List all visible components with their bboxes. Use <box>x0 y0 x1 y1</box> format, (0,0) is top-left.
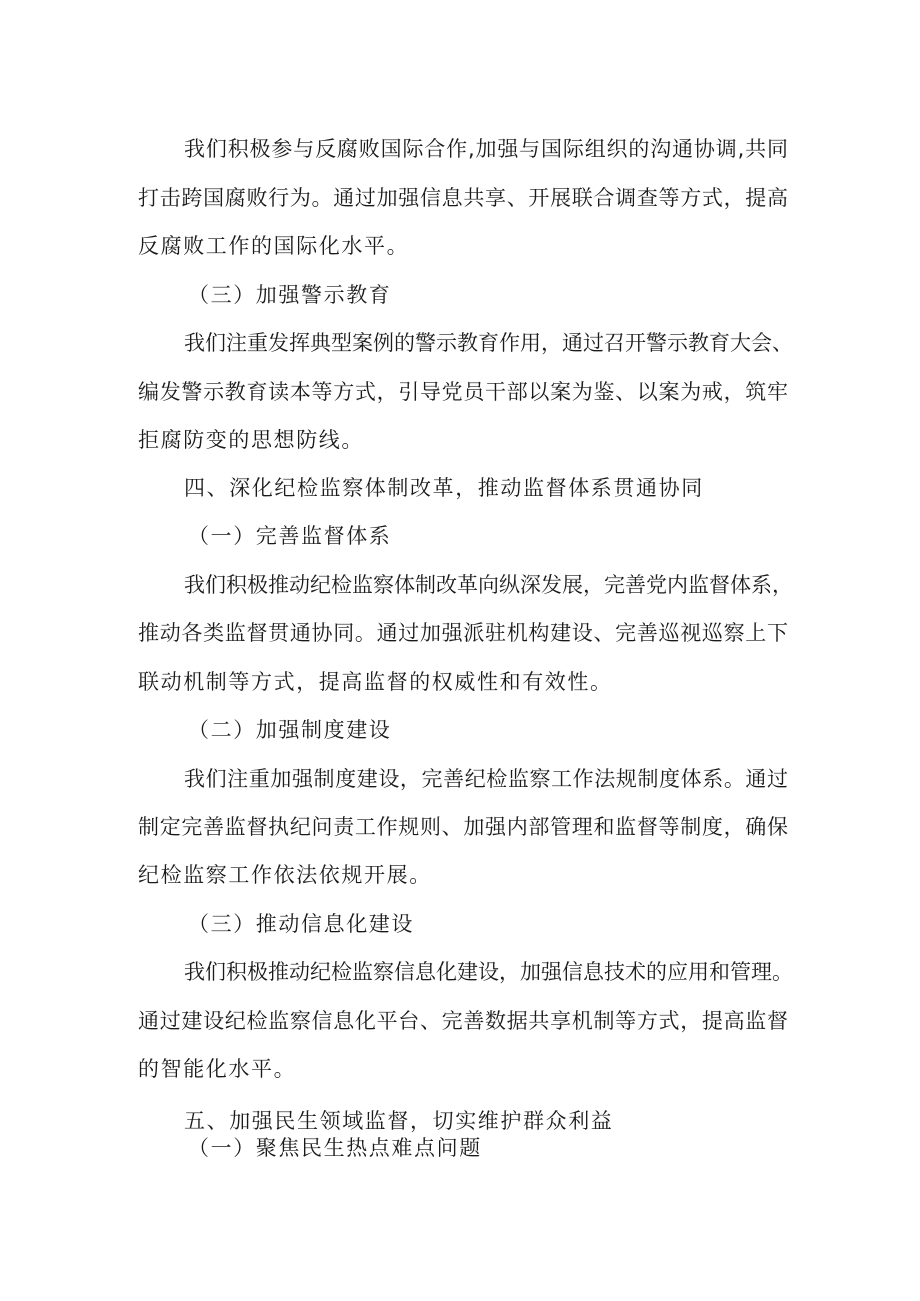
paragraph-line: 通过建设纪检监察信息化平台、完善数据共享机制等方式，提高监督 <box>138 1009 788 1033</box>
paragraph-line: 的智能化水平。 <box>138 1057 297 1081</box>
paragraph-line: 编发警示教育读本等方式，引导党员干部以案为鉴、以案为戒，筑牢 <box>138 380 788 404</box>
section-heading: （一）聚焦民生热点难点问题 <box>188 1136 482 1160</box>
chapter-heading: 五、加强民生领域监督，切实维护群众利益 <box>184 1109 614 1133</box>
paragraph-line: 拒腐防变的思想防线。 <box>138 428 364 452</box>
paragraph-line: 我们积极推动纪检监察信息化建设，加强信息技术的应用和管理。 <box>184 960 793 984</box>
paragraph-line: 制定完善监督执纪问责工作规则、加强内部管理和监督等制度，确保 <box>138 815 788 839</box>
paragraph-line: 纪检监察工作依法依规开展。 <box>138 863 432 887</box>
paragraph-line: 联动机制等方式，提高监督的权威性和有效性。 <box>138 670 613 694</box>
paragraph-line: 我们注重加强制度建设，完善纪检监察工作法规制度体系。通过 <box>184 767 788 791</box>
paragraph-line: 反腐败工作的国际化水平。 <box>138 234 410 258</box>
paragraph-line: 我们注重发挥典型案例的警示教育作用，通过召开警示教育大会、 <box>184 331 793 355</box>
paragraph-line: 推动各类监督贯通协同。通过加强派驻机构建设、完善巡视巡察上下 <box>138 621 788 645</box>
section-heading: （三）加强警示教育 <box>188 283 392 307</box>
chapter-heading: 四、深化纪检监察体制改革，推动监督体系贯通协同 <box>184 476 704 500</box>
paragraph-line: 我们积极参与反腐败国际合作,加强与国际组织的沟通协调,共同 <box>184 137 788 161</box>
section-heading: （二）加强制度建设 <box>188 718 392 742</box>
paragraph-line: 我们积极推动纪检监察体制改革向纵深发展，完善党内监督体系， <box>184 573 793 597</box>
section-heading: （三）推动信息化建设 <box>188 912 414 936</box>
section-heading: （一）完善监督体系 <box>188 524 392 548</box>
paragraph-line: 打击跨国腐败行为。通过加强信息共享、开展联合调查等方式，提高 <box>138 186 788 210</box>
